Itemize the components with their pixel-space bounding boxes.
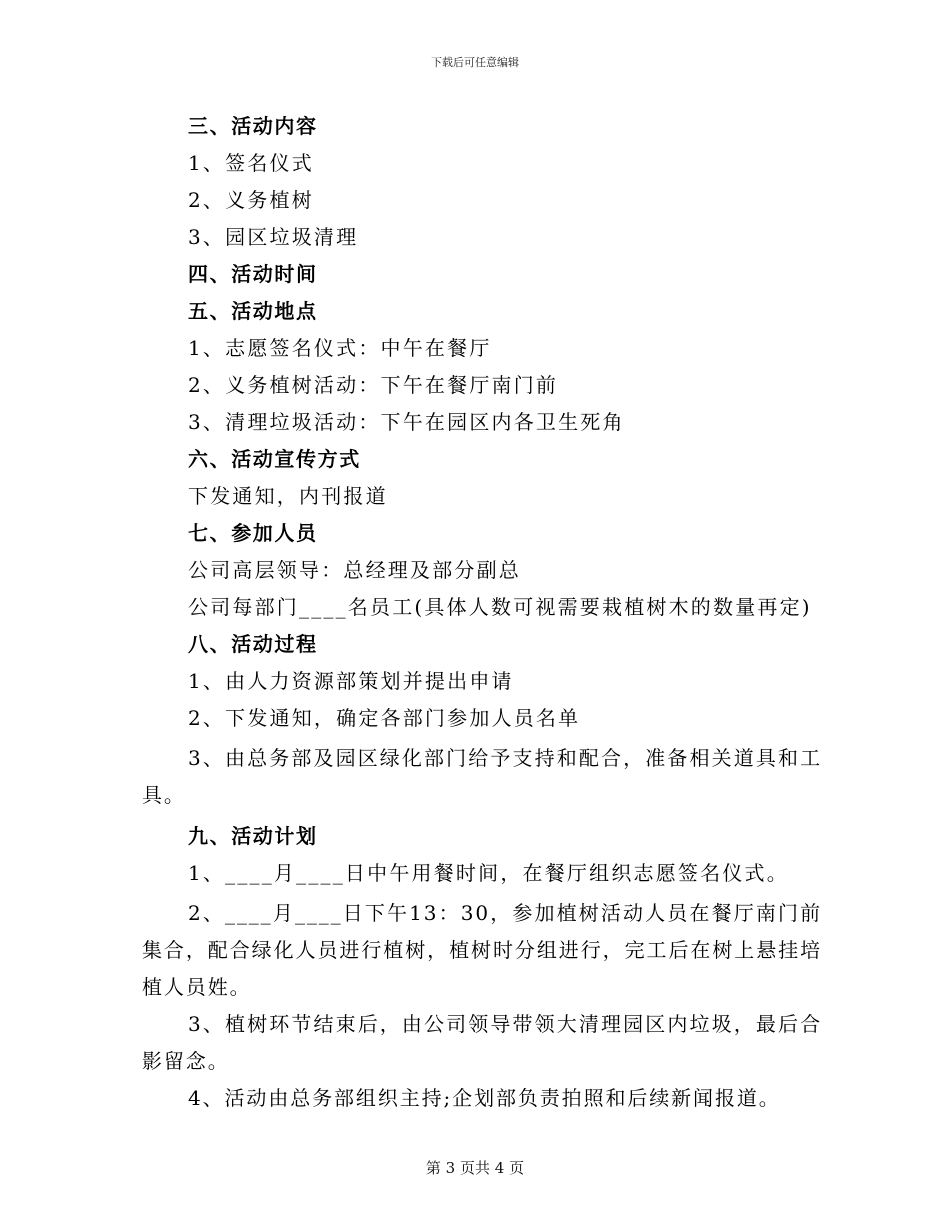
page-header: 下载后可任意编辑 bbox=[431, 56, 519, 69]
list-item: 1、由人力资源部策划并提出申请 bbox=[188, 669, 514, 693]
section-heading-location: 五、活动地点 bbox=[188, 299, 318, 323]
page-footer: 第 3 页共 4 页 bbox=[425, 1159, 525, 1177]
list-item: 2、义务植树 bbox=[188, 188, 314, 212]
list-item: 3、园区垃圾清理 bbox=[188, 225, 359, 249]
section-heading-process: 八、活动过程 bbox=[188, 632, 318, 656]
body-text: 下发通知，内刊报道 bbox=[188, 484, 388, 508]
list-item: 1、志愿签名仪式：中午在餐厅 bbox=[188, 336, 492, 360]
list-item: 2、下发通知，确定各部门参加人员名单 bbox=[188, 706, 581, 730]
section-heading-plan: 九、活动计划 bbox=[188, 824, 318, 848]
list-item: 1、签名仪式 bbox=[188, 151, 314, 175]
section-heading-participants: 七、参加人员 bbox=[188, 521, 318, 545]
list-item-paragraph: 4、活动由总务部组织主持;企划部负责拍照和后续新闻报道。 bbox=[188, 1086, 781, 1110]
list-item: 3、清理垃圾活动：下午在园区内各卫生死角 bbox=[188, 410, 625, 434]
list-item-paragraph: 3、植树环节结束后，由公司领导带领大清理园区内垃圾，最后合影留念。 bbox=[142, 1012, 822, 1073]
document-body bbox=[142, 108, 822, 1117]
section-heading-publicity: 六、活动宣传方式 bbox=[188, 447, 361, 471]
body-text: 公司每部门____名员工(具体人数可视需要栽植树木的数量再定) bbox=[188, 595, 812, 619]
list-item-paragraph: 3、由总务部及园区绿化部门给予支持和配合，准备相关道具和工具。 bbox=[142, 746, 822, 807]
section-heading-time: 四、活动时间 bbox=[188, 262, 318, 286]
list-item: 2、义务植树活动：下午在餐厅南门前 bbox=[188, 373, 559, 397]
list-item-paragraph: 2、____月____日下午13：30，参加植树活动人员在餐厅南门前集合，配合绿化人员进行植树，植树时分组进行，完工后在树上悬挂培植人员姓。 bbox=[142, 901, 822, 999]
body-text: 公司高层领导：总经理及部分副总 bbox=[188, 558, 521, 582]
section-heading-content: 三、活动内容 bbox=[188, 114, 318, 138]
list-item: 1、____月____日中午用餐时间，在餐厅组织志愿签名仪式。 bbox=[188, 861, 789, 885]
